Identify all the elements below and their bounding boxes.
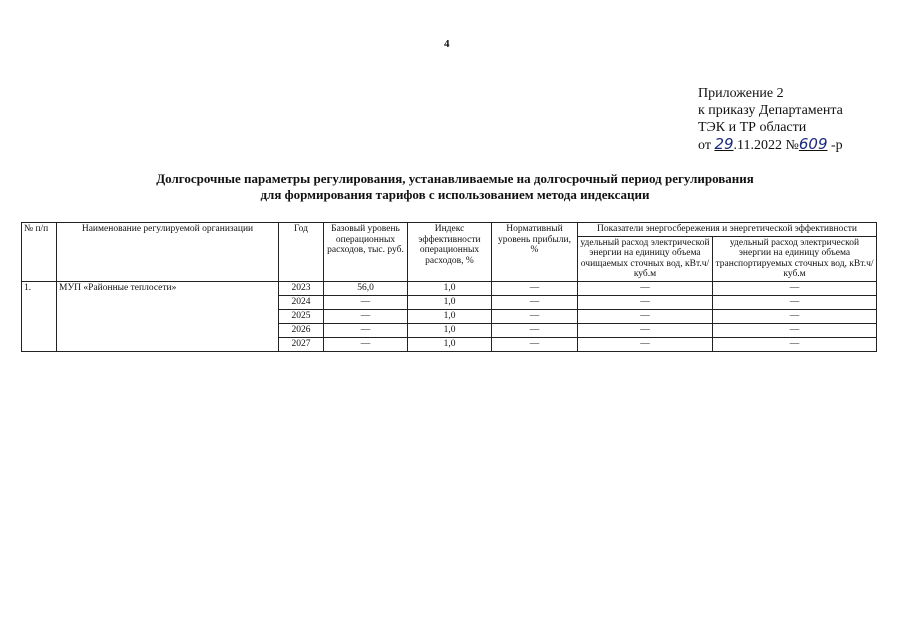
appendix-block — [698, 85, 843, 154]
efficiency-index-cell: 1,0 — [408, 323, 492, 337]
energy-transported-cell: — — [713, 337, 877, 351]
table-row — [22, 281, 877, 295]
title-line-1: Долгосрочные параметры регулирования, устанавливаемые на долгосрочный период регулирования — [156, 171, 754, 186]
organization-name: МУП «Районные теплосети» — [57, 281, 279, 351]
year-cell: 2024 — [279, 295, 324, 309]
appendix-title: Приложение 2 — [698, 86, 784, 101]
date-rest: .11.2022 № — [733, 138, 799, 153]
appendix-department: ТЭК и ТР области — [698, 120, 807, 135]
profit-level-cell: — — [492, 281, 578, 295]
header-efficiency-index: Индекс эффективности операционных расходов, % — [408, 223, 492, 282]
year-cell: 2026 — [279, 323, 324, 337]
energy-treated-cell: — — [578, 337, 713, 351]
row-number: 1. — [22, 281, 57, 351]
parameters-table — [21, 222, 877, 352]
header-number: № п/п — [22, 223, 57, 282]
header-base-expenses: Базовый уровень операционных расходов, тыс. руб. — [324, 223, 408, 282]
energy-treated-cell: — — [578, 323, 713, 337]
energy-transported-cell: — — [713, 323, 877, 337]
header-energy-group: Показатели энергосбережения и энергетической эффективности — [578, 223, 877, 237]
base-expenses-cell: — — [324, 295, 408, 309]
header-year: Год — [279, 223, 324, 282]
base-expenses-cell: — — [324, 337, 408, 351]
energy-transported-cell: — — [713, 295, 877, 309]
base-expenses-cell: — — [324, 323, 408, 337]
base-expenses-cell: 56,0 — [324, 281, 408, 295]
energy-treated-cell: — — [578, 295, 713, 309]
year-cell: 2025 — [279, 309, 324, 323]
energy-transported-cell: — — [713, 309, 877, 323]
energy-treated-cell: — — [578, 281, 713, 295]
header-energy-treated: удельный расход электрической энергии на единицу объема очищаемых сточных вод, кВт.ч/куб.м — [578, 236, 713, 281]
efficiency-index-cell: 1,0 — [408, 281, 492, 295]
profit-level-cell: — — [492, 295, 578, 309]
profit-level-cell: — — [492, 309, 578, 323]
base-expenses-cell: — — [324, 309, 408, 323]
appendix-order-ref: к приказу Департамента — [698, 103, 843, 118]
order-suffix: -р — [827, 138, 843, 153]
header-profit-level: Нормативный уровень прибыли, % — [492, 223, 578, 282]
efficiency-index-cell: 1,0 — [408, 295, 492, 309]
handwritten-day: 29 — [714, 135, 734, 153]
profit-level-cell: — — [492, 323, 578, 337]
appendix-date-line — [698, 136, 843, 154]
header-organization: Наименование регулируемой организации — [57, 223, 279, 282]
date-prefix: от — [698, 138, 715, 153]
document-title — [60, 171, 850, 203]
handwritten-order-number: 609 — [798, 135, 828, 153]
header-energy-transported: удельный расход электрической энергии на единицу объема транспортируемых сточных вод, кВт.ч/куб.м — [713, 236, 877, 281]
title-line-2: для формирования тарифов с использованием метода индексации — [260, 187, 650, 202]
page-number: 4 — [444, 38, 450, 50]
efficiency-index-cell: 1,0 — [408, 309, 492, 323]
year-cell: 2027 — [279, 337, 324, 351]
year-cell: 2023 — [279, 281, 324, 295]
efficiency-index-cell: 1,0 — [408, 337, 492, 351]
energy-treated-cell: — — [578, 309, 713, 323]
profit-level-cell: — — [492, 337, 578, 351]
energy-transported-cell: — — [713, 281, 877, 295]
